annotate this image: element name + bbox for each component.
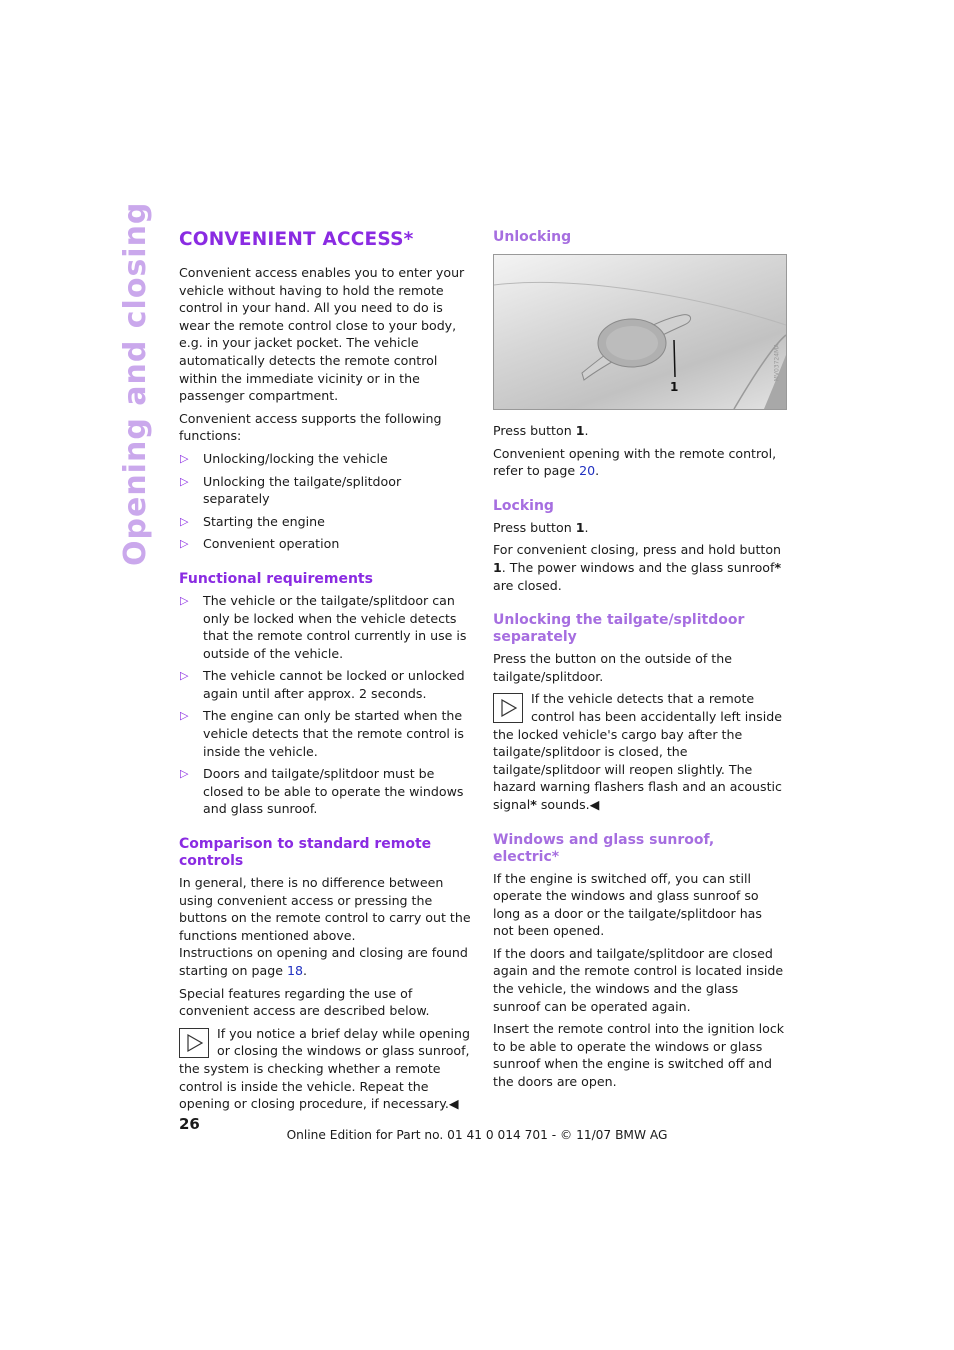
comparison-paragraph-1: In general, there is no difference between using convenient access or pressing the buttons on the remote control to carry out the functions mentioned above.: [179, 875, 471, 943]
page-link-20[interactable]: 20: [579, 463, 596, 479]
triangle-bullet-icon: ▷: [180, 514, 189, 528]
supports-paragraph: Convenient access supports the following functions:: [179, 410, 442, 444]
unlocking-paragraph-2: Convenient opening with the remote control, refer to page 20.: [493, 445, 777, 479]
door-handle-illustration: [494, 255, 786, 409]
comparison-heading: Comparison to standard remote controls: [179, 836, 432, 870]
figure-callout-label: 1: [670, 380, 679, 394]
windows-sunroof-heading: Windows and glass sunroof, electric*: [493, 831, 715, 865]
list-item: ▷ Starting the engine: [180, 513, 325, 529]
note-delay: If you notice a brief delay while opening or closing the windows or glass sunroof, the system is checking whether a remote control is inside the vehicle. Repeat the opening or closing procedure, if necessary.◀: [179, 1025, 471, 1112]
locking-press-text: Press button 1.: [493, 519, 589, 535]
triangle-bullet-icon: ▷: [180, 669, 189, 683]
comparison-paragraph-3: Special features regarding the use of convenient access are described below.: [179, 985, 430, 1019]
figure-code: MV03724MA: [773, 343, 781, 382]
list-item: ▷ Unlocking/locking the vehicle: [180, 450, 388, 466]
page-link-18[interactable]: 18: [286, 963, 304, 978]
chapter-side-title: Opening and closing: [118, 201, 153, 566]
footer-text: Online Edition for Part no. 01 41 0 014 701 - © 11/07 BMW AG: [286, 1128, 668, 1142]
end-mark-icon: ◀: [589, 796, 600, 812]
unlocking-heading: Unlocking: [493, 229, 572, 245]
requirements-list: [179, 592, 471, 818]
triangle-bullet-icon: ▷: [180, 709, 189, 723]
comparison-paragraph-2: Instructions on opening and closing are found starting on page 18.: [179, 945, 468, 978]
list-item: ▷ The vehicle or the tailgate/splitdoor can only be locked when the vehicle detects that the remote control currently in use is outside of the vehicle.: [180, 592, 467, 661]
press-button-text: Press button 1.: [493, 423, 589, 438]
page-number: 26: [179, 1115, 200, 1133]
functional-requirements-heading: Functional requirements: [179, 570, 373, 587]
section-title: CONVENIENT ACCESS*: [179, 229, 414, 250]
tailgate-heading: Unlocking the tailgate/splitdoor separately: [493, 612, 745, 646]
triangle-bullet-icon: ▷: [180, 451, 189, 465]
triangle-bullet-icon: ▷: [180, 474, 189, 488]
triangle-bullet-icon: ▷: [180, 593, 189, 607]
list-item: ▷ The engine can only be started when the vehicle detects that the remote control is inside the vehicle.: [180, 708, 464, 759]
right-column: [493, 226, 785, 1096]
locking-heading: Locking: [493, 497, 554, 514]
locking-paragraph-2: For convenient closing, press and hold button 1. The power windows and the glass sunroof* are closed.: [493, 542, 782, 593]
note-triangle-icon: [179, 1028, 209, 1058]
list-item: ▷ Doors and tailgate/splitdoor must be closed to be able to operate the windows and glass sunroof.: [180, 766, 464, 817]
door-handle-figure: [493, 254, 787, 410]
note-tailgate: If the vehicle detects that a remote control has been accidentally left inside the locked vehicle's cargo bay after the tailgate/splitdoor is closed, the tailgate/splitdoor will reopen slightly. The hazard warning flashers flash and an acoustic signal* sounds.◀: [493, 691, 782, 812]
tailgate-paragraph: Press the button on the outside of the tailgate/splitdoor.: [493, 651, 732, 684]
list-item: ▷ Convenient operation: [180, 536, 340, 552]
note-triangle-icon: [493, 693, 523, 723]
list-item: ▷ Unlocking the tailgate/splitdoor separately: [180, 473, 402, 507]
intro-paragraph: Convenient access enables you to enter your vehicle without having to hold the remote control in your hand. All you need to do is wear the remote control close to your body, e.g. in your jacket pocket. The vehicle automatically detects the remote control within the immediate vicinity or in the passenger compartment.: [179, 265, 465, 404]
functions-list: [179, 450, 471, 553]
triangle-bullet-icon: ▷: [180, 537, 189, 551]
triangle-bullet-icon: ▷: [180, 767, 189, 781]
windows-paragraph-3: Insert the remote control into the ignition lock to be able to operate the windows or glass sunroof when the engine is switched off and the doors are open.: [493, 1021, 785, 1090]
windows-paragraph-1: If the engine is switched off, you can still operate the windows and glass sunroof so long as a door or the tailgate/splitdoor has not been opened.: [493, 870, 762, 939]
end-mark-icon: ◀: [448, 1096, 459, 1112]
windows-paragraph-2: If the doors and tailgate/splitdoor are closed again and the remote control is located inside the vehicle, the windows and the glass sunroof can be operated again.: [493, 945, 784, 1014]
list-item: ▷ The vehicle cannot be locked or unlocked again until after approx. 2 seconds.: [180, 668, 465, 701]
left-column: [179, 226, 471, 1118]
